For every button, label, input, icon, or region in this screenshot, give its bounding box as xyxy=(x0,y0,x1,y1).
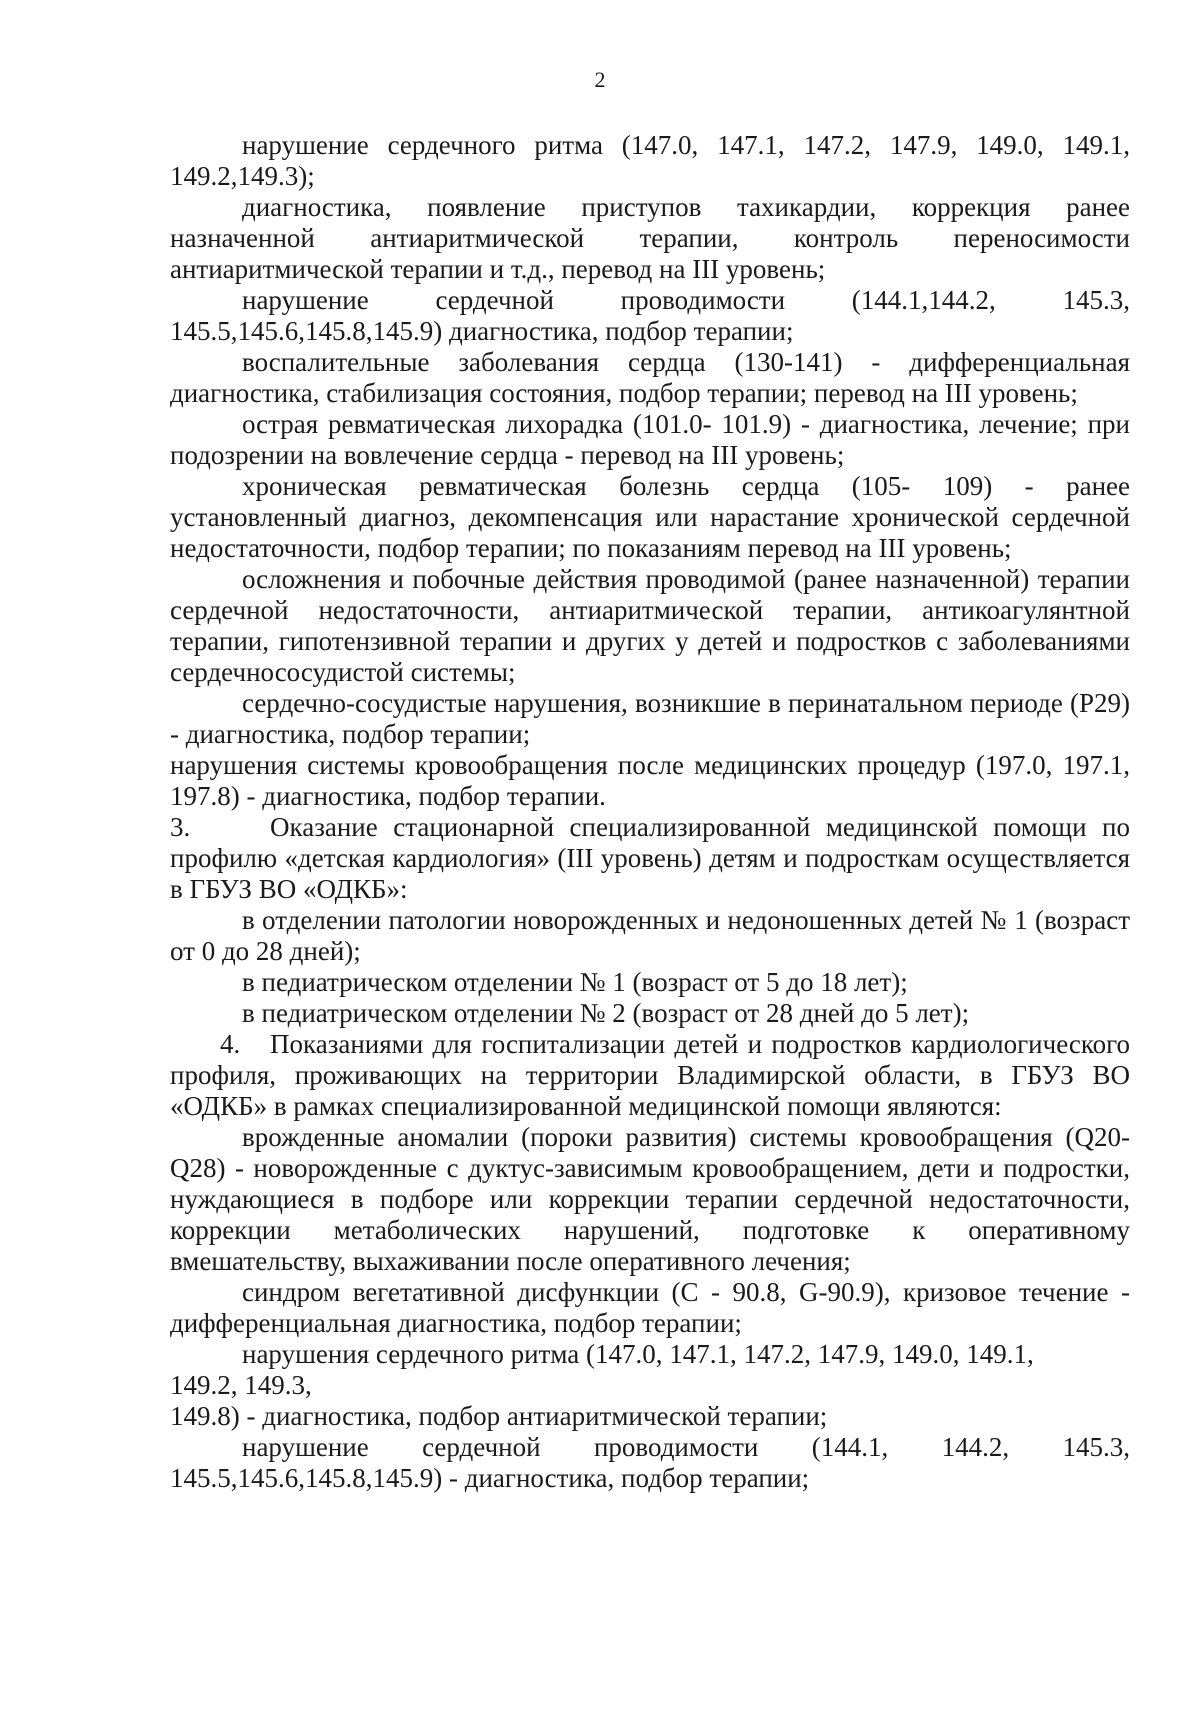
paragraph: нарушение сердечной проводимости (144.1,144.2, 145.3, 145.5,145.6,145.8,145.9) диагностика, подбор терапии; xyxy=(170,285,1130,346)
text-line: 149.8) - диагностика, подбор антиаритмической терапии; xyxy=(170,1401,828,1431)
paragraph: нарушение сердечного ритма (147.0, 147.1, 147.2, 147.9, 149.0, 149.1, 149.2,149.3); xyxy=(170,130,1130,191)
paragraph: воспалительные заболевания сердца (130-141) - дифференциальная диагностика, стабилизация состояния, подбор терапии; перевод на III уровень; xyxy=(170,347,1130,408)
paragraph: острая ревматическая лихорадка (101.0- 101.9) - диагностика, лечение; при подозрении на вовлечение сердца - перевод на III уровень; xyxy=(170,409,1130,470)
paragraph: осложнения и побочные действия проводимой (ранее назначенной) терапии сердечной недостаточности, антиаритмической терапии, антикоагулянтной терапии, гипотензивной терапии и других у детей и подростков с заболеваниями сердечнососудистой системы; xyxy=(170,564,1130,687)
page-number: 2 xyxy=(594,67,606,92)
paragraph: диагностика, появление приступов тахикардии, коррекция ранее назначенной антиаритмической терапии, контроль переносимости антиаритмической терапии и т.д., перевод на III уровень; xyxy=(170,192,1130,284)
numbered-item-3 xyxy=(170,812,1130,905)
paragraph: нарушения системы кровообращения после медицинских процедур (197.0, 197.1, 197.8) - диагностика, подбор терапии. xyxy=(170,750,1130,811)
item-text: Показаниями для госпитализации детей и подростков кардиологического профиля, проживающих на территории Владимирской области, в ГБУЗ ВО «ОДКБ» в рамках специализированной медицинской помощи являются: xyxy=(170,1029,1130,1121)
item-text: Оказание стационарной специализированной медицинской помощи по профилю «детская кардиология» (III уровень) детям и подросткам осуществляется в ГБУЗ ВО «ОДКБ»: xyxy=(170,812,1130,904)
list-item: в педиатрическом отделении № 1 (возраст от 5 до 18 лет); xyxy=(242,967,908,997)
list-item: синдром вегетативной дисфункции (С - 90.8, G-90.9), кризовое течение - дифференциальная диагностика, подбор терапии; xyxy=(170,1277,1130,1338)
list-item: в педиатрическом отделении № 2 (возраст от 28 дней до 5 лет); xyxy=(242,998,970,1028)
rhythm-block xyxy=(170,1339,1130,1432)
numbered-item-4 xyxy=(170,1029,1130,1122)
paragraph: нарушение сердечной проводимости (144.1, 144.2, 145.3, 145.5,145.6,145.8,145.9) - диагностика, подбор терапии; xyxy=(170,1432,1130,1493)
paragraph: сердечно-сосудистые нарушения, возникшие в перинатальном периоде (Р29) - диагностика, подбор терапии; xyxy=(170,688,1130,749)
text-line: нарушения сердечного ритма (147.0, 147.1, 147.2, 147.9, 149.0, 149.1, xyxy=(242,1339,1034,1369)
paragraph: хроническая ревматическая болезнь сердца (105- 109) - ранее установленный диагноз, декомпенсация или нарастание хронической сердечной недостаточности, подбор терапии; по показаниям перевод на III уровень; xyxy=(170,471,1130,563)
list-item: в отделении патологии новорожденных и недоношенных детей № 1 (возраст от 0 до 28 дней); xyxy=(170,905,1130,966)
text-line: 149.2, 149.3, xyxy=(170,1370,312,1400)
document-body xyxy=(170,130,1130,1494)
item-number: 4. xyxy=(220,1029,241,1059)
item-number: 3. xyxy=(170,812,191,842)
list-item: врожденные аномалии (пороки развития) системы кровообращения (Q20-Q28) - новорожденные с дуктус-зависимым кровообращением, дети и подростки, нуждающиеся в подборе или коррекции терапии сердечной недостаточности, коррекции метаболических нарушений, подготовке к оперативному вмешательству, выхаживании после оперативного лечения; xyxy=(170,1122,1130,1276)
